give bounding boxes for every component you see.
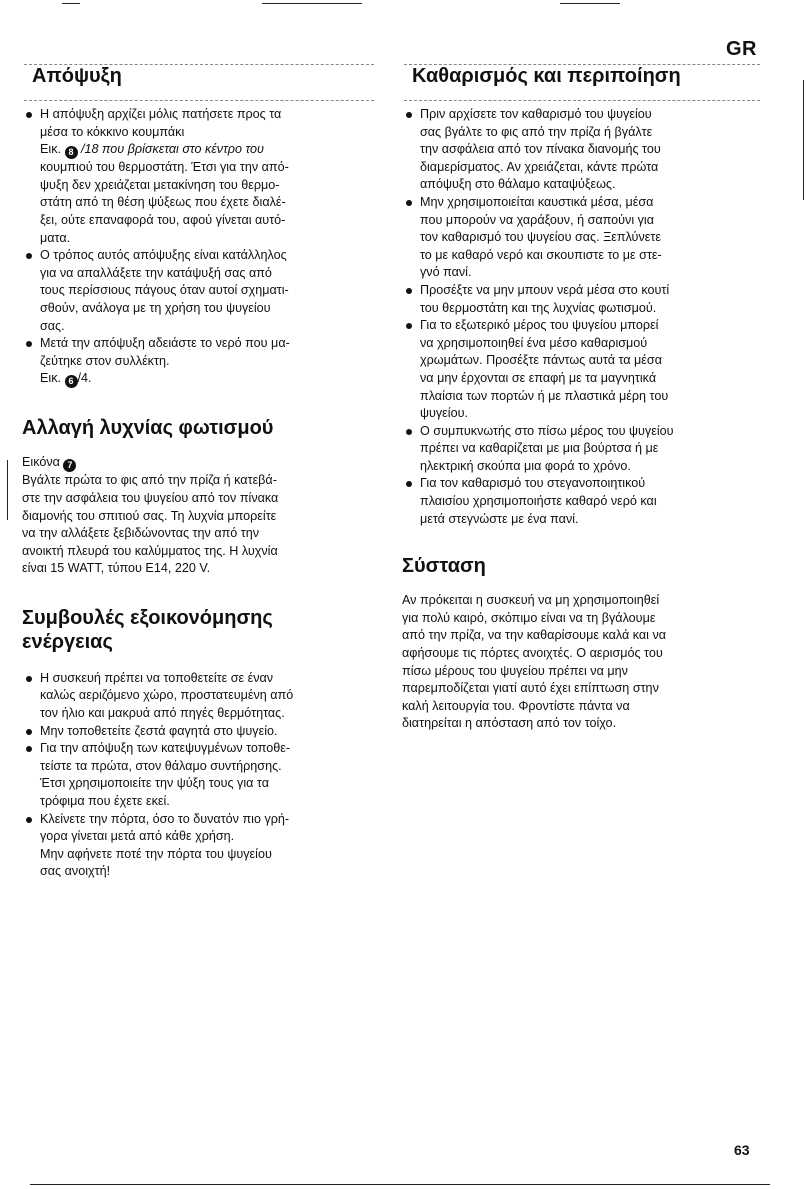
scan-edge-top-left: [62, 3, 80, 4]
text-line: μέσα το κόκκινο κουμπάκι: [40, 124, 185, 139]
defrost-list: [22, 106, 374, 388]
text-line: ψυξη δεν χρειάζεται μετακίνηση του θερμο-: [40, 177, 280, 192]
figure-number-badge: 7: [63, 459, 76, 472]
text-line: Ο συμπυκνωτής στο πίσω μέρος του ψυγείου: [420, 423, 674, 438]
fig-label: Εικ.: [40, 142, 61, 157]
text-line: Αν πρόκειται η συσκευή να μη χρησιμοποιηθεί: [402, 593, 660, 608]
fig-label: Εικόνα: [22, 455, 60, 470]
figure-reference: [22, 454, 374, 472]
text-line: Βγάλτε πρώτα το φις από την πρίζα ή κατεβά-: [22, 473, 277, 488]
text-line: τους περίσσιους πάγους όταν αυτοί σχηματι-: [40, 283, 289, 298]
fig-label: Εικ.: [40, 371, 61, 386]
text-line: να μην έρχονται σε επαφή με τα μαγνητικά: [420, 370, 657, 385]
energy-heading: [22, 606, 374, 654]
text-line: από την πρίζα, να την καθαρίσουμε καλά και να: [402, 628, 667, 643]
energy-item-3: [22, 740, 374, 810]
text-line: γνό πανί.: [420, 265, 472, 280]
cleaning-list: [402, 106, 772, 528]
text-line: τρόφιμα που έχετε εκεί.: [40, 794, 170, 809]
scan-edge-top-mid: [262, 3, 362, 4]
text-line: αφήσουμε τις πόρτες ανοιχτές. Ο αερισμός του: [402, 646, 663, 661]
text-line: ζεύτηκε στον συλλέκτη.: [40, 353, 170, 368]
text-line: μετά στεγνώστε με ένα πανί.: [420, 511, 579, 526]
text-line: γορα γίνεται μετά από κάθε χρήση.: [40, 829, 235, 844]
cleaning-item-5: [402, 423, 772, 476]
energy-list: [22, 670, 374, 881]
cleaning-item-1: [402, 106, 772, 194]
text-line: διαμονής του σπιτιού σας. Τη λυχνία μπορείτε: [22, 508, 277, 523]
text-line: στάτη από τη θέση ψύξεως που έχετε διαλέ-: [40, 195, 286, 210]
text-line: Για την απόψυξη των κατεψυγμένων τοποθε-: [40, 741, 291, 756]
scan-edge-right: [803, 80, 804, 200]
text-line: τον ήλιο και μακρυά από πηγές θερμότητας.: [40, 706, 285, 721]
language-code: GR: [726, 38, 757, 60]
text-line: πλαίσια των πορτών ή με πλαστικά μέρη του: [420, 388, 669, 403]
scan-edge-bottom: [30, 1184, 770, 1185]
text-line: Έτσι χρησιμοποιείτε την ψύξη τους για τα: [40, 776, 269, 791]
text-line: ανοικτή πλευρά του καλύμματος της. Η λυχνία: [22, 543, 278, 558]
text-line: να την αλλάξετε ξεβιδώνοντας την από την: [22, 526, 260, 541]
text-line: Πριν αρχίσετε τον καθαρισμό του ψυγείου: [420, 107, 652, 121]
text-line: σθούν, ανάλογα με τη χρήση του ψυγείου: [40, 300, 271, 315]
fig-text: /4.: [77, 371, 92, 386]
text-line: ξει, ούτε επαναφορά του, αφού γίνεται αυτό-: [40, 212, 286, 227]
text-line: που μπορούν να χαράξουν, ή σαπούνι για: [420, 212, 655, 227]
scan-edge-left: [7, 460, 8, 520]
text-line: Μετά την απόψυξη αδειάστε το νερό που μα-: [40, 336, 290, 351]
text-line: διαμερίσματος. Αν χρειάζεται, κάντε πρώτα: [420, 159, 659, 174]
text-line: ηλεκτρική σκούπα μια φορά το χρόνο.: [420, 458, 631, 473]
text-line: Η συσκευή πρέπει να τοποθετείτε σε έναν: [40, 670, 274, 685]
defrost-item-1: [22, 106, 374, 247]
energy-item-1: [22, 670, 374, 723]
cleaning-item-6: [402, 475, 772, 528]
text-line: το με καθαρό νερό και σκουπιστε το με στε-: [420, 247, 662, 262]
lamp-heading: Αλλαγή λυχνίας φωτισμού: [22, 417, 274, 440]
figure-reference: [40, 370, 374, 388]
figure-reference: [40, 141, 374, 159]
text-line: καλώς αεριζόμενο χώρο, προστατευμένη από: [40, 688, 294, 703]
text-line: απόψυξη στο θάλαμο καταψύξεως.: [420, 177, 616, 192]
text-line: σας βγάλτε το φις από την πρίζα ή βγάλτε: [420, 124, 653, 139]
text-line: σας.: [40, 318, 65, 333]
text-line: σας ανοιχτή!: [40, 864, 111, 879]
defrost-heading: Απόψυξη: [32, 65, 122, 87]
text-line: είναι 15 WATT, τύπου E14, 220 V.: [22, 561, 211, 576]
cleaning-item-3: [402, 282, 772, 317]
text-line: Μην τοποθετείτε ζεστά φαγητά στο ψυγείο.: [40, 723, 278, 738]
text-line: Κλείνετε την πόρτα, όσο το δυνατόν πιο γρή-: [40, 811, 290, 826]
text-line: να χρησιμοποιηθεί ένα μέσο καθαρισμού: [420, 335, 648, 350]
text-line: Η απόψυξη αρχίζει μόλις πατήσετε προς τα: [40, 107, 282, 121]
figure-number-badge: 6: [65, 375, 78, 388]
text-line: Μην αφήνετε ποτέ την πόρτα του ψυγείου: [40, 846, 272, 861]
text-line: χρωμάτων. Προσέξτε πάντως αυτά τα μέσα: [420, 353, 662, 368]
text-line: στε την ασφάλεια του ψυγείου από τον πίνακα: [22, 490, 279, 505]
figure-number-badge: 8: [65, 146, 78, 159]
cleaning-heading: Καθαρισμός και περιποίηση: [412, 65, 681, 87]
scan-edge-top-right: [560, 3, 620, 4]
text-line: τείστε τα πρώτα, στον θάλαμο συντήρησης.: [40, 758, 282, 773]
heading-line: Συμβουλές εξοικονόμησης: [22, 606, 273, 629]
text-line: του θερμοστάτη και της λυχνίας φωτισμού.: [420, 300, 657, 315]
fig-text: /18 που βρίσκεται στο κέντρο του: [81, 142, 264, 157]
text-line: πίσω μέρους του ψυγείου πρέπει να μην: [402, 663, 628, 678]
text-line: ψυγείου.: [420, 406, 468, 421]
text-line: Προσέξτε να μην μπουν νερά μέσα στο κουτί: [420, 282, 670, 297]
text-line: καλή λειτουργία του. Φροντίστε πάντα να: [402, 698, 630, 713]
text-line: Για το εξωτερικό μέρος του ψυγείου μπορεί: [420, 318, 659, 333]
energy-item-4: [22, 811, 374, 881]
text-line: Μην χρησιμοποιείται καυστικά μέσα, μέσα: [420, 194, 654, 209]
defrost-item-2: [22, 247, 374, 335]
defrost-item-3: [22, 335, 374, 388]
text-line: για πολύ καιρό, σκόπιμο είναι να τη βγάλουμε: [402, 610, 656, 625]
cleaning-item-2: [402, 194, 772, 282]
text-line: Για τον καθαρισμό του στεγανοποιητικού: [420, 476, 646, 491]
text-line: παρεμποδίζεται γιατί αυτό έχει επίπτωση στην: [402, 681, 659, 696]
text-line: κουμπιού του θερμοστάτη. Έτσι για την από-: [40, 160, 289, 175]
text-line: διατηρείται η απόσταση από τον τοίχο.: [402, 716, 617, 731]
advice-heading: Σύσταση: [402, 555, 486, 578]
text-line: την ασφάλεια από τον πίνακα διανομής του: [420, 142, 661, 157]
text-line: πλαισίου χρησιμοποιήστε καθαρό νερό και: [420, 494, 657, 509]
text-line: πρέπει να καθαρίζεται με μια βούρτσα ή με: [420, 441, 659, 456]
heading-line: ενέργειας: [22, 630, 113, 653]
cleaning-item-4: [402, 317, 772, 423]
text-line: τον καθαρισμό του ψυγείου σας. Ξεπλύνετε: [420, 230, 661, 245]
right-column: [402, 58, 772, 733]
text-line: Ο τρόπος αυτός απόψυξης είναι κατάλληλος: [40, 248, 287, 263]
page-number: 63: [734, 1142, 750, 1158]
left-column: [22, 58, 374, 881]
text-line: για να απαλλάξετε την κατάψυξή σας από: [40, 265, 272, 280]
energy-item-2: [22, 723, 374, 741]
text-line: ματα.: [40, 230, 71, 245]
